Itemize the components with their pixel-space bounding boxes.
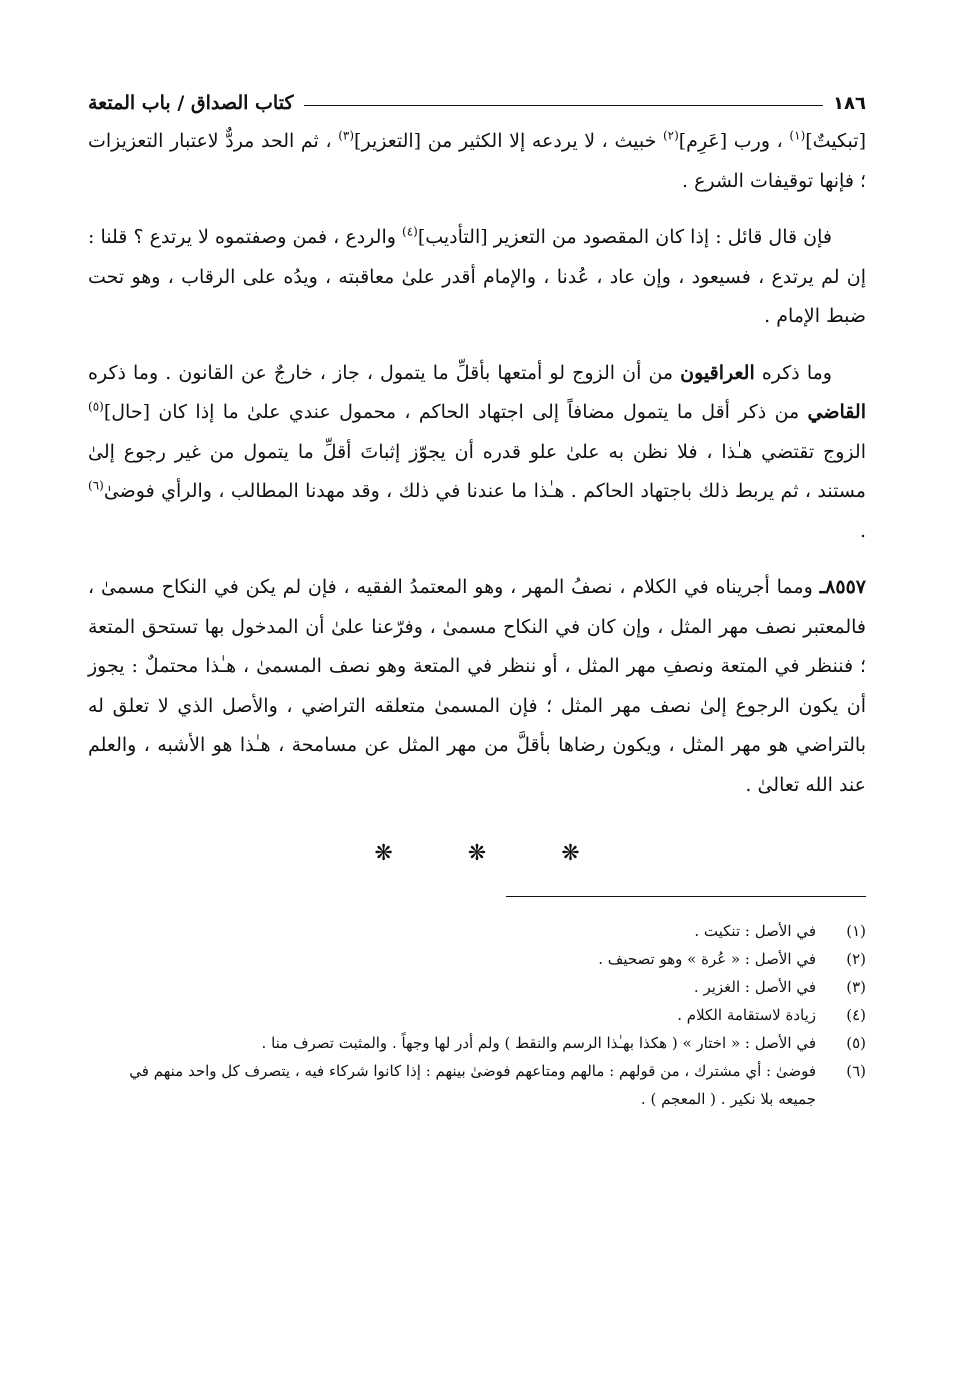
footnote-number: (١) xyxy=(846,922,866,940)
footnote xyxy=(88,1029,866,1057)
footnote-text: في الأصل : تنكيت . xyxy=(694,922,816,940)
footnote xyxy=(88,973,866,1001)
text-run: ومما أجريناه في الكلام ، نصفُ المهر ، وهو المعتمدُ الفقيه ، فإن لم يكن في النكاح مسمىٰ ، فالمعتبر نصف مهر المثل ، وإن كان في النكاح مسمىٰ ، وفرّعنا علىٰ أن المدخول بها تستحق المتعة ؛ فننظر في المتعة ونصفِ مهر المثل ، أو ننظر في المتعة وهو نصف المسمىٰ ، هـٰذا محتملٌ : يجوز أن يكون الرجوع إلىٰ نصف مهر المثل ؛ فإن المسمىٰ متعلقه التراضي ، والأصل الذي لا تعلق له بالتراضي هو مهر المثل ، ويكون رضاها بأقلَّ من مهر المثل عن مسامحة ، هـٰذا هو الأشبه ، والعلم عند الله تعالىٰ . xyxy=(88,576,866,796)
paragraph xyxy=(88,354,866,552)
footnotes xyxy=(88,917,866,1113)
footnote-ref: (١) xyxy=(789,128,806,143)
footnote-text: في الأصل : « اختار » ( هكذا بهـٰذا الرسم والنقط ) ولم أدر لها وجهاً . والمثبت تصرف منا . xyxy=(261,1034,816,1052)
footnote-number: (٥) xyxy=(846,1034,866,1052)
footnote-ref: (٥) xyxy=(88,399,104,414)
text-run: خبيث ، لا يردعه إلا الكثير من [التعزير] xyxy=(354,130,663,152)
text-run: والردع ، فمن وصفتموه لا يرتدع ؟ قلنا : إن لم يرتدع ، فسيعود ، وإن عاد ، عُدنا ، والإمام أقدر علىٰ معاقبته ، ويدُه على الرقاب ، وهو تحت ضبط الإمام . xyxy=(88,226,866,327)
paragraph xyxy=(88,568,866,805)
footnote-ref: (٤) xyxy=(402,224,418,239)
running-header xyxy=(88,80,866,114)
footnote-ref: (٢) xyxy=(662,128,679,143)
footnote xyxy=(88,945,866,973)
footnote-number: (٢) xyxy=(846,950,866,968)
bold-name: القاضي xyxy=(807,401,866,423)
footnote-ref: (٣) xyxy=(338,128,355,143)
book-page xyxy=(88,80,866,1113)
footnote xyxy=(88,1001,866,1029)
text-run: وما ذكره xyxy=(754,361,832,384)
page-number: ١٨٦ xyxy=(833,93,866,114)
footnote-ref: (٦) xyxy=(88,478,104,493)
footnote xyxy=(88,1057,866,1113)
text-run: فإن قال قائل : إذا كان المقصود من التعزير [التأديب] xyxy=(417,226,832,248)
footnote-text: في الأصل : الغزير . xyxy=(693,978,816,996)
paragraph xyxy=(88,218,866,337)
footnote-number: (٣) xyxy=(846,978,866,996)
text-run: ، ورب [عَرِم] xyxy=(678,130,790,152)
footnote xyxy=(88,917,866,945)
main-text xyxy=(88,122,866,805)
text-run: الزوج تقتضي هـٰذا ، فلا نظن به علىٰ علو قدره أن يجوّز إثباتَ أقلِّ ما يتمول من غير رجوع إلىٰ مستند ، ثم يربط ذلك باجتهاد الحاكم . هـٰذا ما عندنا في ذلك ، وقد مهدنا المطالب ، والرأي فوضىٰ xyxy=(88,440,866,502)
text-run: [تبكيتٌ] xyxy=(805,130,866,152)
footnote-number: (٤) xyxy=(846,1006,866,1024)
bold-name: العراقيون xyxy=(680,361,755,384)
footnote-text: زيادة لاستقامة الكلام . xyxy=(677,1006,816,1024)
text-run: من ذكر أقل ما يتمول مضافاً إلى اجتهاد الحاكم ، محمول عندي علىٰ ما إذا كان [حال] xyxy=(103,401,808,423)
section-number: ٨٥٥٧ـ xyxy=(819,576,866,598)
section-separator: ❋ ❋ ❋ xyxy=(374,841,614,866)
paragraph xyxy=(88,122,866,201)
running-title: كتاب الصداق / باب المتعة xyxy=(88,92,294,114)
header-rule xyxy=(304,105,824,106)
footnote-number: (٦) xyxy=(846,1062,866,1080)
text-run: . xyxy=(859,519,866,542)
text-run: من أن الزوج لو أمتعها بأقلِّ ما يتمول ، جاز ، خارجٌ عن القانون . وما ذكره xyxy=(88,361,681,384)
footnote-text: فوضىٰ : أي مشترك ، من قولهم : مالهم ومتاعهم فوضىٰ بينهم : إذا كانوا شركاء فيه ، يتصرف كل واحد منهم في جميعه بلا نكير . ( المعجم ) . xyxy=(129,1062,816,1108)
text-run: ، ثم الحد مردٌّ لاعتبار التعزيزات ؛ فإنها توقيفات الشرع . xyxy=(88,130,866,192)
footnote-rule xyxy=(506,896,866,897)
footnote-text: في الأصل : « عُرة » وهو تصحيف . xyxy=(598,950,816,968)
